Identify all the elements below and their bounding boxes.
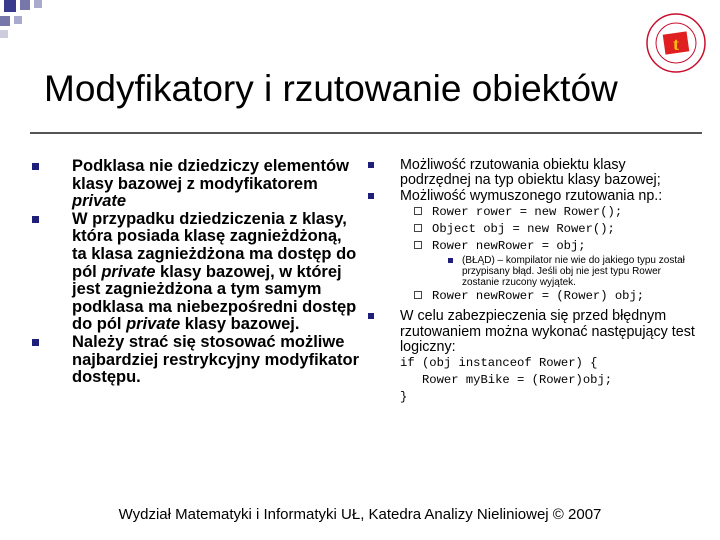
code-line: Object obj = new Rower(); [370, 221, 700, 238]
university-logo [645, 12, 707, 74]
square-bullet-icon [32, 163, 39, 170]
list-item: W celu zabezpieczenia się przed błędnym rzutowaniem można wykonać następujący test logiczny: [370, 309, 700, 355]
list-item: Podklasa nie dziedziczy elementów klasy bazowej z modyfikatorem private [30, 158, 360, 211]
square-bullet-icon [32, 216, 39, 223]
slide-title: Modyfikatory i rzutowanie obiektów [44, 68, 618, 109]
error-note: (BŁĄD) – kompilator nie wie do jakiego typu został przypisany błąd. Jeśli obj nie jest typu Rower zostanie rzucony wyjątek. [370, 255, 700, 288]
left-column [30, 158, 360, 387]
square-bullet-icon [368, 193, 374, 199]
code-line: Rower newRower = (Rower) obj; [370, 288, 700, 305]
slide-footer: Wydział Matematyki i Informatyki UŁ, Katedra Analizy Nieliniowej © 2007 [118, 506, 602, 523]
code-line: Rower rower = new Rower(); [370, 204, 700, 221]
list-item: W przypadku dziedziczenia z klasy, która posiada klasę zagnieżdżoną, ta klasa zagnieżdżona ma dostęp do pól private klasy bazowej, w której jest zagnieżdżona a tym samym podklasa ma niebezpośredni dostęp do pól private klasy bazowej. [30, 211, 360, 334]
decorative-squares [0, 0, 60, 50]
checkbox-bullet-icon [414, 291, 422, 299]
checkbox-bullet-icon [414, 224, 422, 232]
square-bullet-icon [368, 313, 374, 319]
list-item: Możliwość wymuszonego rzutowania np.: [370, 189, 700, 204]
title-divider [30, 132, 702, 134]
checkbox-bullet-icon [414, 241, 422, 249]
square-bullet-icon [368, 162, 374, 168]
code-block: if (obj instanceof Rower) { Rower myBike = (Rower)obj; } [400, 356, 613, 405]
checkbox-bullet-icon [414, 207, 422, 215]
right-column [370, 158, 700, 406]
svg-text:t: t [673, 34, 679, 54]
list-item: Możliwość rzutowania obiektu klasy podrzędnej na typ obiektu klasy bazowej; [370, 158, 700, 189]
code-line: Rower newRower = obj; [370, 238, 700, 255]
square-bullet-icon [32, 339, 39, 346]
list-item: Należy strać się stosować możliwe najbardziej restrykcyjny modyfikator dostępu. [30, 334, 360, 387]
square-bullet-icon [448, 258, 453, 263]
